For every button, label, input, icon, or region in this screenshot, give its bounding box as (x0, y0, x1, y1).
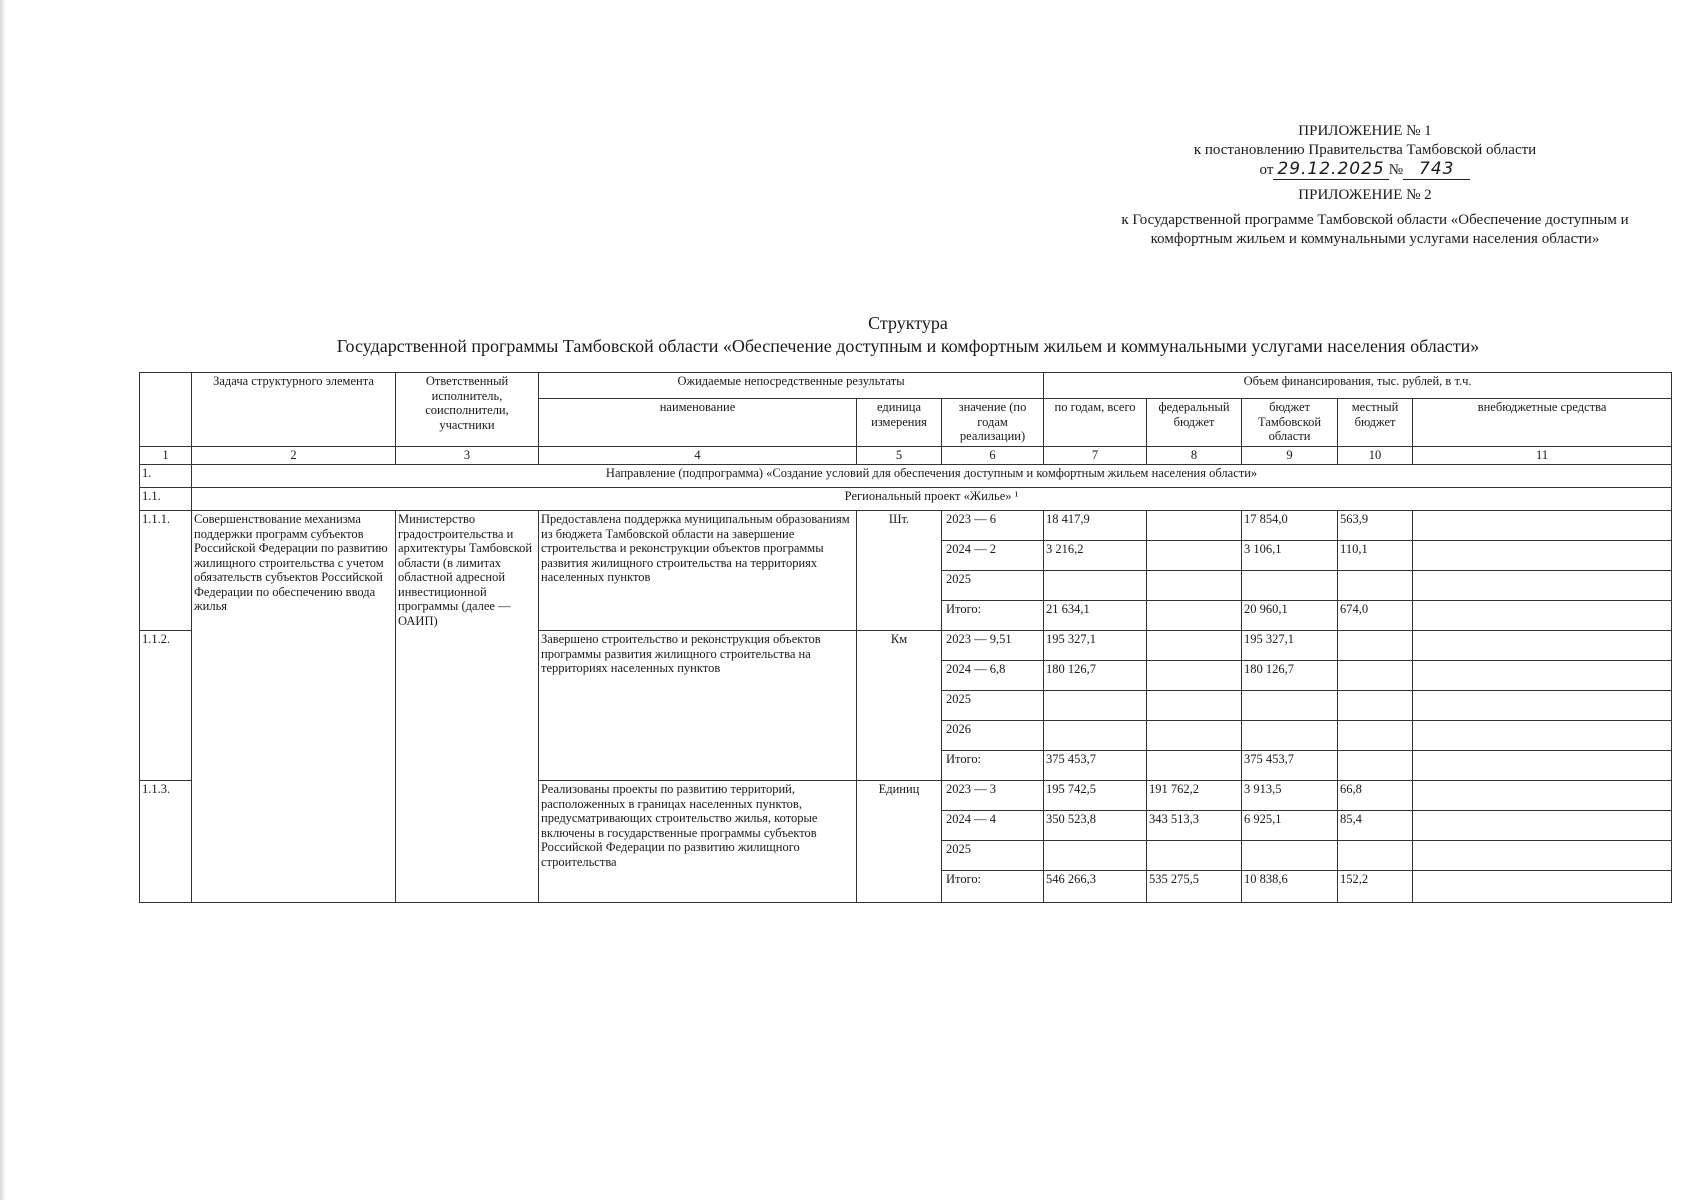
funding-federal: 191 762,2 (1147, 781, 1242, 811)
funding-extra (1413, 541, 1672, 571)
appendix-2-description (1040, 211, 1690, 249)
year-value: Итого: (942, 751, 1044, 781)
decree-number-label: № (1388, 162, 1404, 178)
funding-federal (1147, 541, 1242, 571)
funding-regional (1242, 571, 1338, 601)
direction-text: Направление (подпрограмма) «Создание условий для обеспечения доступным и комфортным жильем населения области» (192, 465, 1672, 488)
column-number: 1 (140, 447, 192, 465)
funding-federal: 343 513,3 (1147, 811, 1242, 841)
year-value: 2025 (942, 691, 1044, 721)
decree-date: 29.12.2025 (1273, 159, 1388, 180)
column-number: 5 (857, 447, 942, 465)
funding-regional (1242, 721, 1338, 751)
header-total: по годам, всего (1044, 399, 1147, 447)
column-number: 3 (396, 447, 539, 465)
year-value: 2024 — 6,8 (942, 661, 1044, 691)
year-value: Итого: (942, 601, 1044, 631)
funding-regional: 180 126,7 (1242, 661, 1338, 691)
funding-regional: 17 854,0 (1242, 511, 1338, 541)
funding-federal (1147, 601, 1242, 631)
funding-federal (1147, 661, 1242, 691)
funding-federal (1147, 691, 1242, 721)
appendix-1-subtitle: к постановлению Правительства Тамбовской области (1193, 142, 1537, 158)
year-value: 2023 — 3 (942, 781, 1044, 811)
year-value: 2023 — 9,51 (942, 631, 1044, 661)
result-unit: Единиц (857, 781, 942, 903)
result-unit: Шт. (857, 511, 942, 631)
header-local: местный бюджет (1338, 399, 1413, 447)
direction-number: 1. (140, 465, 192, 488)
funding-local: 563,9 (1338, 511, 1413, 541)
result-name: Реализованы проекты по развитию территорий, расположенных в границах населенных пунктов, предусматривающих строительство жилья, которые включены в государственные программы субъектов Российской Федерации по развитию жилищного строительства (539, 781, 857, 903)
title-line-2: Государственной программы Тамбовской области «Обеспечение доступным и комфортным жильем и коммунальными услугами населения области» (336, 336, 1480, 356)
funding-local: 110,1 (1338, 541, 1413, 571)
appendix-2-title: ПРИЛОЖЕНИЕ № 2 (1298, 187, 1432, 203)
direction-row (140, 465, 1672, 488)
column-number: 4 (539, 447, 857, 465)
funding-federal: 535 275,5 (1147, 871, 1242, 903)
item-number: 1.1.3. (140, 781, 192, 903)
funding-regional: 6 925,1 (1242, 811, 1338, 841)
funding-extra (1413, 811, 1672, 841)
appendix-header (1040, 122, 1690, 249)
funding-regional (1242, 841, 1338, 871)
funding-total: 195 742,5 (1044, 781, 1147, 811)
year-value: 2026 (942, 721, 1044, 751)
funding-total: 546 266,3 (1044, 871, 1147, 903)
header-number-cell (140, 373, 192, 447)
document-title (140, 312, 1676, 358)
column-number: 11 (1413, 447, 1672, 465)
funding-federal (1147, 571, 1242, 601)
funding-total: 18 417,9 (1044, 511, 1147, 541)
item-number: 1.1.2. (140, 631, 192, 781)
header-task: Задача структурного элемента (192, 373, 396, 447)
funding-extra (1413, 871, 1672, 903)
header-extra: внебюджетные средства (1413, 399, 1672, 447)
header-results: Ожидаемые непосредственные результаты (539, 373, 1044, 399)
funding-federal (1147, 841, 1242, 871)
column-number: 9 (1242, 447, 1338, 465)
header-unit: единица измерения (857, 399, 942, 447)
appendix-1-title: ПРИЛОЖЕНИЕ № 1 (1298, 123, 1432, 139)
funding-local (1338, 841, 1413, 871)
funding-regional: 3 106,1 (1242, 541, 1338, 571)
funding-local (1338, 751, 1413, 781)
funding-federal (1147, 721, 1242, 751)
scan-edge (0, 0, 6, 1200)
funding-regional: 375 453,7 (1242, 751, 1338, 781)
header-funding: Объем финансирования, тыс. рублей, в т.ч. (1044, 373, 1672, 399)
funding-local (1338, 631, 1413, 661)
funding-total: 350 523,8 (1044, 811, 1147, 841)
funding-regional: 20 960,1 (1242, 601, 1338, 631)
project-number: 1.1. (140, 488, 192, 511)
funding-local: 66,8 (1338, 781, 1413, 811)
column-number-row (140, 447, 1672, 465)
funding-total: 180 126,7 (1044, 661, 1147, 691)
table-row (140, 511, 1672, 541)
funding-total: 375 453,7 (1044, 751, 1147, 781)
task-cell: Совершенствование механизма поддержки программ субъектов Российской Федерации по развитию жилищного строительства с учетом обязательств субъектов Российской Федерации по обеспечению ввода жилья (192, 511, 396, 903)
responsible-cell: Министерство градостроительства и архитектуры Тамбовской области (в лимитах областной адресной инвестиционной программы (далее — ОАИП) (396, 511, 539, 903)
year-value: Итого: (942, 871, 1044, 903)
year-value: 2023 — 6 (942, 511, 1044, 541)
column-number: 2 (192, 447, 396, 465)
funding-extra (1413, 751, 1672, 781)
funding-regional: 3 913,5 (1242, 781, 1338, 811)
appendix-2-line-2: комфортным жильем и коммунальными услугами населения области» (1150, 231, 1600, 247)
result-unit: Км (857, 631, 942, 781)
year-value: 2025 (942, 571, 1044, 601)
funding-federal (1147, 751, 1242, 781)
header-name: наименование (539, 399, 857, 447)
funding-local (1338, 661, 1413, 691)
funding-extra (1413, 631, 1672, 661)
header-regional: бюджет Тамбовской области (1242, 399, 1338, 447)
funding-local: 85,4 (1338, 811, 1413, 841)
result-name: Завершено строительство и реконструкция объектов программы развития жилищного строительства на территориях населенных пунктов (539, 631, 857, 781)
funding-federal (1147, 631, 1242, 661)
header-responsible: Ответственный исполнитель, соисполнители, участники (396, 373, 539, 447)
funding-local: 674,0 (1338, 601, 1413, 631)
funding-total: 21 634,1 (1044, 601, 1147, 631)
header-value: значение (по годам реализации) (942, 399, 1044, 447)
funding-total (1044, 691, 1147, 721)
title-line-1: Структура (868, 313, 948, 333)
funding-regional: 195 327,1 (1242, 631, 1338, 661)
decree-number: 743 (1403, 159, 1470, 180)
funding-extra (1413, 841, 1672, 871)
funding-regional: 10 838,6 (1242, 871, 1338, 903)
funding-total (1044, 841, 1147, 871)
funding-extra (1413, 661, 1672, 691)
year-value: 2024 — 2 (942, 541, 1044, 571)
funding-local (1338, 691, 1413, 721)
column-number: 8 (1147, 447, 1242, 465)
funding-local (1338, 721, 1413, 751)
funding-total: 3 216,2 (1044, 541, 1147, 571)
decree-line (1040, 160, 1690, 180)
funding-federal (1147, 511, 1242, 541)
appendix-2-line-1: к Государственной программе Тамбовской области «Обеспечение доступным и (1121, 212, 1629, 228)
funding-regional (1242, 691, 1338, 721)
funding-extra (1413, 511, 1672, 541)
item-number: 1.1.1. (140, 511, 192, 631)
funding-total (1044, 571, 1147, 601)
column-number: 10 (1338, 447, 1413, 465)
funding-total (1044, 721, 1147, 751)
funding-extra (1413, 571, 1672, 601)
funding-extra (1413, 691, 1672, 721)
project-text: Региональный проект «Жилье» ¹ (192, 488, 1672, 511)
header-federal: федеральный бюджет (1147, 399, 1242, 447)
year-value: 2024 — 4 (942, 811, 1044, 841)
column-number: 6 (942, 447, 1044, 465)
funding-extra (1413, 601, 1672, 631)
column-number: 7 (1044, 447, 1147, 465)
year-value: 2025 (942, 841, 1044, 871)
funding-local: 152,2 (1338, 871, 1413, 903)
funding-extra (1413, 721, 1672, 751)
result-name: Предоставлена поддержка муниципальным образованиям из бюджета Тамбовской области на завершение строительства и реконструкции объектов программы развития жилищного строительства на территориях населенных пунктов (539, 511, 857, 631)
decree-prefix: от (1259, 162, 1274, 178)
project-row (140, 488, 1672, 511)
funding-extra (1413, 781, 1672, 811)
funding-local (1338, 571, 1413, 601)
funding-total: 195 327,1 (1044, 631, 1147, 661)
program-structure-table (139, 372, 1672, 903)
